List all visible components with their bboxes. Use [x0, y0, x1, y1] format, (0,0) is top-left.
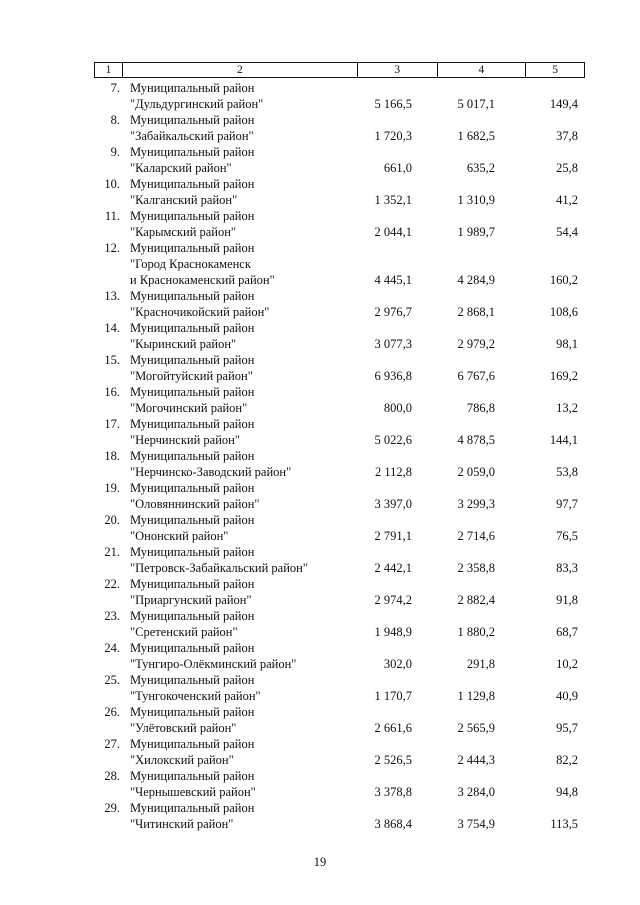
value-col-5: 13,2 [556, 401, 578, 415]
district-name-line: "Читинский район" [130, 817, 234, 831]
value-col-3: 4 445,1 [374, 273, 412, 287]
table-row [94, 704, 585, 736]
district-name-line: "Дульдургинский район" [130, 97, 264, 111]
row-number: 19. [104, 481, 120, 495]
row-number: 23. [104, 609, 120, 623]
value-col-3: 2 661,6 [374, 721, 412, 735]
row-number: 7. [110, 81, 120, 95]
value-col-3: 1 720,3 [374, 129, 412, 143]
value-col-5: 108,6 [549, 305, 578, 319]
table-row [94, 800, 585, 832]
value-col-5: 149,4 [549, 97, 578, 111]
district-name [130, 736, 360, 768]
district-name [130, 416, 360, 448]
district-name [130, 480, 360, 512]
district-name [130, 176, 360, 208]
district-name-line: "Тунгокоченский район" [130, 689, 261, 703]
row-number: 16. [104, 385, 120, 399]
value-col-4: 6 767,6 [457, 369, 495, 383]
value-col-3: 302,0 [383, 657, 412, 671]
district-name [130, 512, 360, 544]
value-col-5: 91,8 [556, 593, 578, 607]
district-name [130, 80, 360, 112]
district-name [130, 112, 360, 144]
row-number: 13. [104, 289, 120, 303]
value-col-4: 1 129,8 [457, 689, 495, 703]
value-col-5: 82,2 [556, 753, 578, 767]
table-row [94, 416, 585, 448]
value-col-3: 5 166,5 [374, 97, 412, 111]
district-name-line: Муниципальный район [130, 321, 255, 335]
district-name [130, 608, 360, 640]
district-name-line: Муниципальный район [130, 289, 255, 303]
value-col-3: 2 976,7 [374, 305, 412, 319]
value-col-5: 83,3 [556, 561, 578, 575]
row-number: 14. [104, 321, 120, 335]
table-row [94, 480, 585, 512]
row-number: 18. [104, 449, 120, 463]
district-name-line: "Приаргунский район" [130, 593, 252, 607]
value-col-3: 3 077,3 [374, 337, 412, 351]
value-col-5: 25,8 [556, 161, 578, 175]
value-col-5: 94,8 [556, 785, 578, 799]
value-col-3: 1 352,1 [374, 193, 412, 207]
value-col-4: 786,8 [466, 401, 495, 415]
value-col-4: 3 299,3 [457, 497, 495, 511]
district-name-line: "Город Краснокаменск [130, 257, 251, 271]
district-name [130, 576, 360, 608]
table-row [94, 672, 585, 704]
value-col-4: 291,8 [466, 657, 495, 671]
value-col-3: 2 442,1 [374, 561, 412, 575]
row-number: 8. [110, 113, 120, 127]
value-col-3: 1 948,9 [374, 625, 412, 639]
district-name-line: Муниципальный район [130, 513, 255, 527]
value-col-3: 1 170,7 [374, 689, 412, 703]
district-name-line: "Чернышевский район" [130, 785, 256, 799]
district-name [130, 240, 360, 288]
district-name [130, 352, 360, 384]
value-col-5: 98,1 [556, 337, 578, 351]
district-name [130, 448, 360, 480]
district-name-line: Муниципальный район [130, 737, 255, 751]
district-name-line: "Сретенский район" [130, 625, 238, 639]
table-body [94, 80, 585, 832]
table-row [94, 112, 585, 144]
value-col-5: 54,4 [556, 225, 578, 239]
district-name [130, 288, 360, 320]
table-row [94, 736, 585, 768]
value-col-3: 800,0 [383, 401, 412, 415]
district-name [130, 800, 360, 832]
district-name-line: "Петровск-Забайкальский район" [130, 561, 308, 575]
header-col-3: 3 [358, 63, 438, 77]
district-name-line: "Нерчинско-Заводский район" [130, 465, 292, 479]
value-col-4: 2 714,6 [457, 529, 495, 543]
value-col-4: 635,2 [466, 161, 495, 175]
table-row [94, 144, 585, 176]
table-row [94, 320, 585, 352]
table-row [94, 288, 585, 320]
table-row [94, 640, 585, 672]
value-col-5: 144,1 [549, 433, 578, 447]
value-col-3: 2 791,1 [374, 529, 412, 543]
district-name-line: "Красночикойский район" [130, 305, 270, 319]
row-number: 27. [104, 737, 120, 751]
row-number: 15. [104, 353, 120, 367]
district-name-line: "Каларский район" [130, 161, 232, 175]
value-col-5: 53,8 [556, 465, 578, 479]
district-name-line: Муниципальный район [130, 609, 255, 623]
district-name-line: Муниципальный район [130, 353, 255, 367]
district-name-line: Муниципальный район [130, 577, 255, 591]
value-col-3: 2 044,1 [374, 225, 412, 239]
header-col-4: 4 [438, 63, 527, 77]
value-col-4: 2 979,2 [457, 337, 495, 351]
district-name-line: "Карымский район" [130, 225, 237, 239]
district-name [130, 320, 360, 352]
value-col-3: 3 868,4 [374, 817, 412, 831]
value-col-5: 68,7 [556, 625, 578, 639]
value-col-3: 3 378,8 [374, 785, 412, 799]
district-name [130, 384, 360, 416]
row-number: 20. [104, 513, 120, 527]
value-col-3: 2 974,2 [374, 593, 412, 607]
district-name-line: Муниципальный район [130, 769, 255, 783]
district-name-line: "Нерчинский район" [130, 433, 240, 447]
table-row [94, 448, 585, 480]
page-number: 19 [313, 855, 327, 869]
table-row [94, 240, 585, 288]
value-col-4: 4 878,5 [457, 433, 495, 447]
value-col-5: 40,9 [556, 689, 578, 703]
row-number: 9. [110, 145, 120, 159]
value-col-3: 661,0 [383, 161, 412, 175]
row-number: 29. [104, 801, 120, 815]
value-col-5: 160,2 [549, 273, 578, 287]
value-col-5: 41,2 [556, 193, 578, 207]
value-col-4: 3 754,9 [457, 817, 495, 831]
value-col-5: 95,7 [556, 721, 578, 735]
district-name [130, 672, 360, 704]
district-name-line: Муниципальный район [130, 417, 255, 431]
district-name-line: "Тунгиро-Олёкминский район" [130, 657, 297, 671]
row-number: 26. [104, 705, 120, 719]
row-number: 28. [104, 769, 120, 783]
table-row [94, 352, 585, 384]
district-name-line: Муниципальный район [130, 801, 255, 815]
table-row [94, 544, 585, 576]
district-name-line: Муниципальный район [130, 209, 255, 223]
row-number: 25. [104, 673, 120, 687]
value-col-5: 113,5 [550, 817, 578, 831]
district-name-line: Муниципальный район [130, 113, 255, 127]
table-row [94, 608, 585, 640]
value-col-4: 1 682,5 [457, 129, 495, 143]
value-col-5: 97,7 [556, 497, 578, 511]
value-col-5: 37,8 [556, 129, 578, 143]
district-name-line: "Могочинский район" [130, 401, 248, 415]
district-name-line: Муниципальный район [130, 673, 255, 687]
value-col-5: 10,2 [556, 657, 578, 671]
value-col-4: 2 444,3 [457, 753, 495, 767]
header-col-1: 1 [95, 63, 123, 77]
value-col-4: 1 880,2 [457, 625, 495, 639]
district-name-line: "Ононский район" [130, 529, 229, 543]
district-name-line: "Хилокский район" [130, 753, 234, 767]
district-name-line: и Краснокаменский район" [130, 273, 275, 287]
value-col-3: 5 022,6 [374, 433, 412, 447]
table-row [94, 208, 585, 240]
row-number: 12. [104, 241, 120, 255]
row-number: 17. [104, 417, 120, 431]
table-row [94, 576, 585, 608]
value-col-3: 3 397,0 [374, 497, 412, 511]
district-name-line: "Кыринский район" [130, 337, 237, 351]
row-number: 11. [104, 209, 120, 223]
value-col-5: 169,2 [549, 369, 578, 383]
district-name-line: "Оловяннинский район" [130, 497, 260, 511]
header-col-5: 5 [552, 64, 558, 76]
value-col-4: 2 868,1 [457, 305, 495, 319]
value-col-4: 3 284,0 [457, 785, 495, 799]
value-col-4: 5 017,1 [457, 97, 495, 111]
header-col-2: 2 [123, 63, 358, 77]
value-col-4: 4 284,9 [457, 273, 495, 287]
value-col-3: 2 112,8 [374, 465, 412, 479]
value-col-4: 2 882,4 [457, 593, 495, 607]
row-number: 22. [104, 577, 120, 591]
table-row [94, 768, 585, 800]
district-name [130, 768, 360, 800]
district-name [130, 640, 360, 672]
district-name-line: "Могойтуйский район" [130, 369, 253, 383]
value-col-4: 1 310,9 [457, 193, 495, 207]
table-row [94, 80, 585, 112]
value-col-4: 2 059,0 [457, 465, 495, 479]
district-name-line: Муниципальный район [130, 81, 255, 95]
district-name [130, 144, 360, 176]
table-row [94, 384, 585, 416]
table-row [94, 176, 585, 208]
district-name-line: "Забайкальский район" [130, 129, 254, 143]
district-name [130, 208, 360, 240]
district-name-line: "Калганский район" [130, 193, 238, 207]
row-number: 24. [104, 641, 120, 655]
district-name-line: Муниципальный район [130, 545, 255, 559]
district-name-line: Муниципальный район [130, 449, 255, 463]
value-col-3: 6 936,8 [374, 369, 412, 383]
district-name-line: Муниципальный район [130, 385, 255, 399]
value-col-4: 2 565,9 [457, 721, 495, 735]
row-number: 21. [104, 545, 120, 559]
row-number: 10. [104, 177, 120, 191]
table-header [94, 62, 585, 78]
table-row [94, 512, 585, 544]
value-col-3: 2 526,5 [374, 753, 412, 767]
value-col-5: 76,5 [556, 529, 578, 543]
district-name-line: Муниципальный район [130, 705, 255, 719]
district-name-line: Муниципальный район [130, 177, 255, 191]
district-name [130, 704, 360, 736]
district-name-line: "Улётовский район" [130, 721, 237, 735]
value-col-4: 2 358,8 [457, 561, 495, 575]
district-name [130, 544, 360, 576]
district-name-line: Муниципальный район [130, 481, 255, 495]
value-col-4: 1 989,7 [457, 225, 495, 239]
district-name-line: Муниципальный район [130, 241, 255, 255]
district-name-line: Муниципальный район [130, 145, 255, 159]
district-name-line: Муниципальный район [130, 641, 255, 655]
